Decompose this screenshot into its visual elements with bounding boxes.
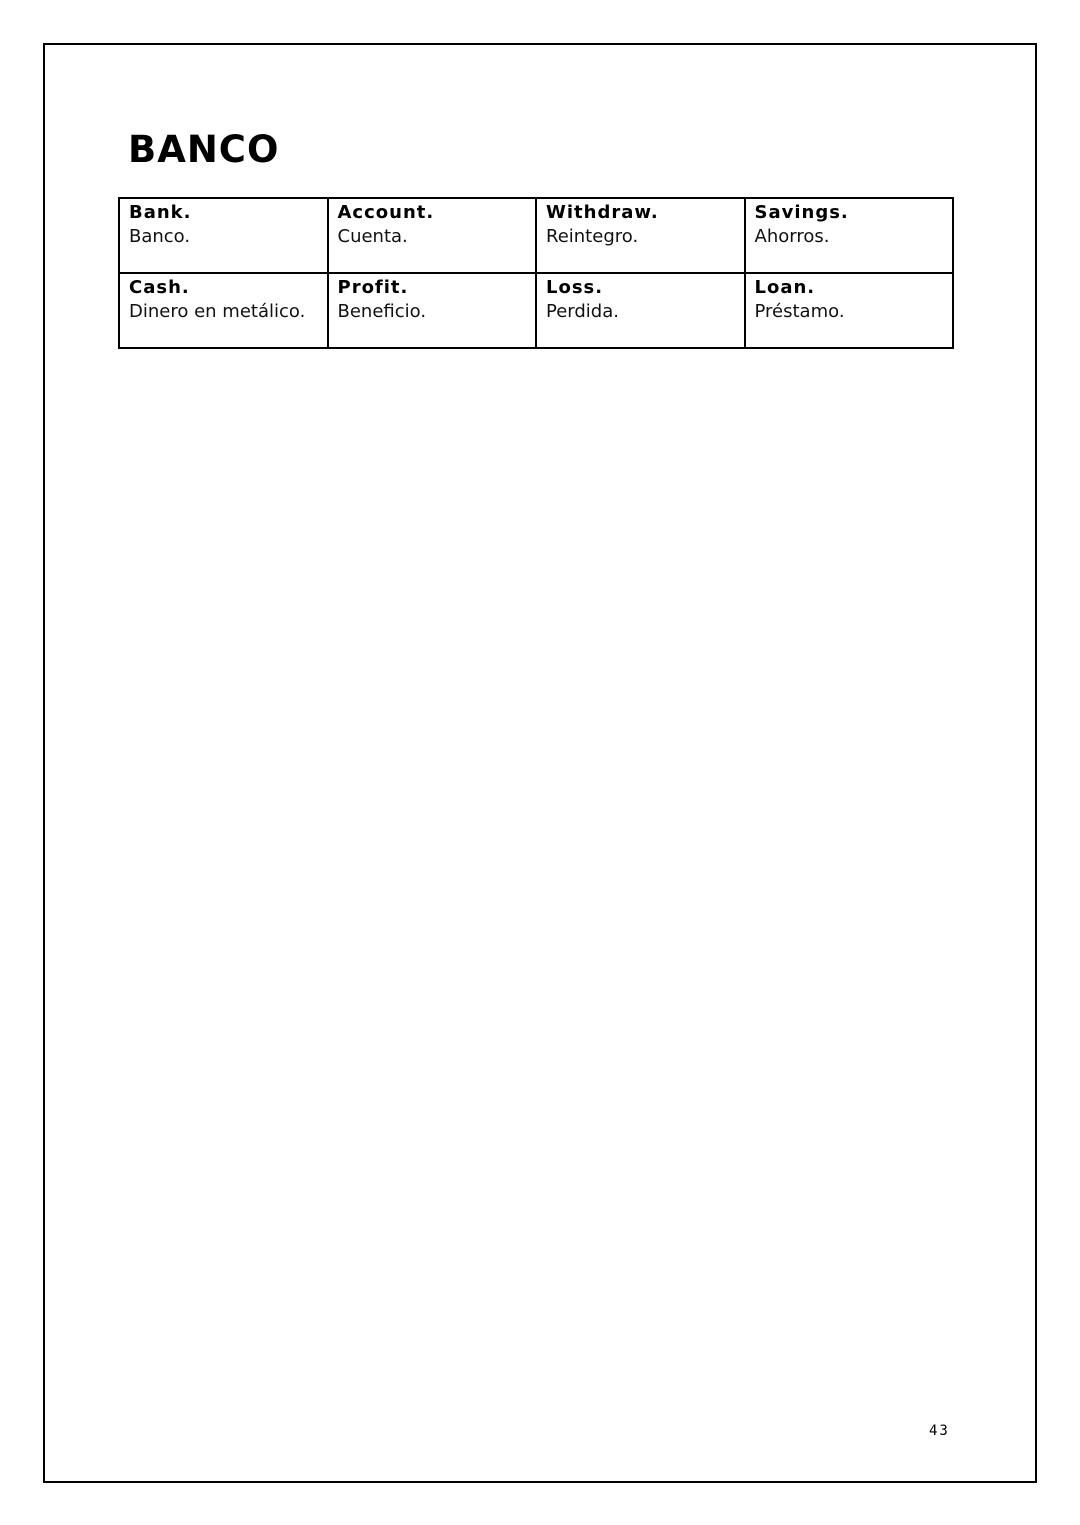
spanish-translation: Perdida. — [546, 301, 619, 322]
english-term: Loss. — [546, 277, 604, 298]
table-row — [119, 198, 953, 273]
english-term: Bank. — [129, 202, 192, 223]
english-term: Cash. — [129, 277, 190, 298]
vocab-cell — [536, 198, 745, 273]
table-row — [119, 273, 953, 348]
vocab-cell — [328, 273, 537, 348]
english-term: Withdraw. — [546, 202, 659, 223]
spanish-translation: Préstamo. — [754, 301, 845, 322]
english-term: Savings. — [754, 202, 849, 223]
english-term: Account. — [337, 202, 435, 223]
spanish-translation: Dinero en metálico. — [129, 301, 306, 322]
english-term: Profit. — [337, 277, 409, 298]
page-number: 43 — [929, 1423, 950, 1439]
vocab-cell — [745, 273, 954, 348]
vocab-cell — [328, 198, 537, 273]
spanish-translation: Beneficio. — [337, 301, 427, 322]
vocab-cell — [119, 273, 328, 348]
spanish-translation: Reintegro. — [546, 226, 639, 247]
spanish-translation: Ahorros. — [754, 226, 830, 247]
vocab-cell — [536, 273, 745, 348]
page-title: BANCO — [128, 128, 280, 171]
vocab-cell — [745, 198, 954, 273]
english-term: Loan. — [754, 277, 816, 298]
spanish-translation: Banco. — [129, 226, 191, 247]
vocabulary-table — [118, 197, 954, 349]
spanish-translation: Cuenta. — [337, 226, 408, 247]
vocab-cell — [119, 198, 328, 273]
